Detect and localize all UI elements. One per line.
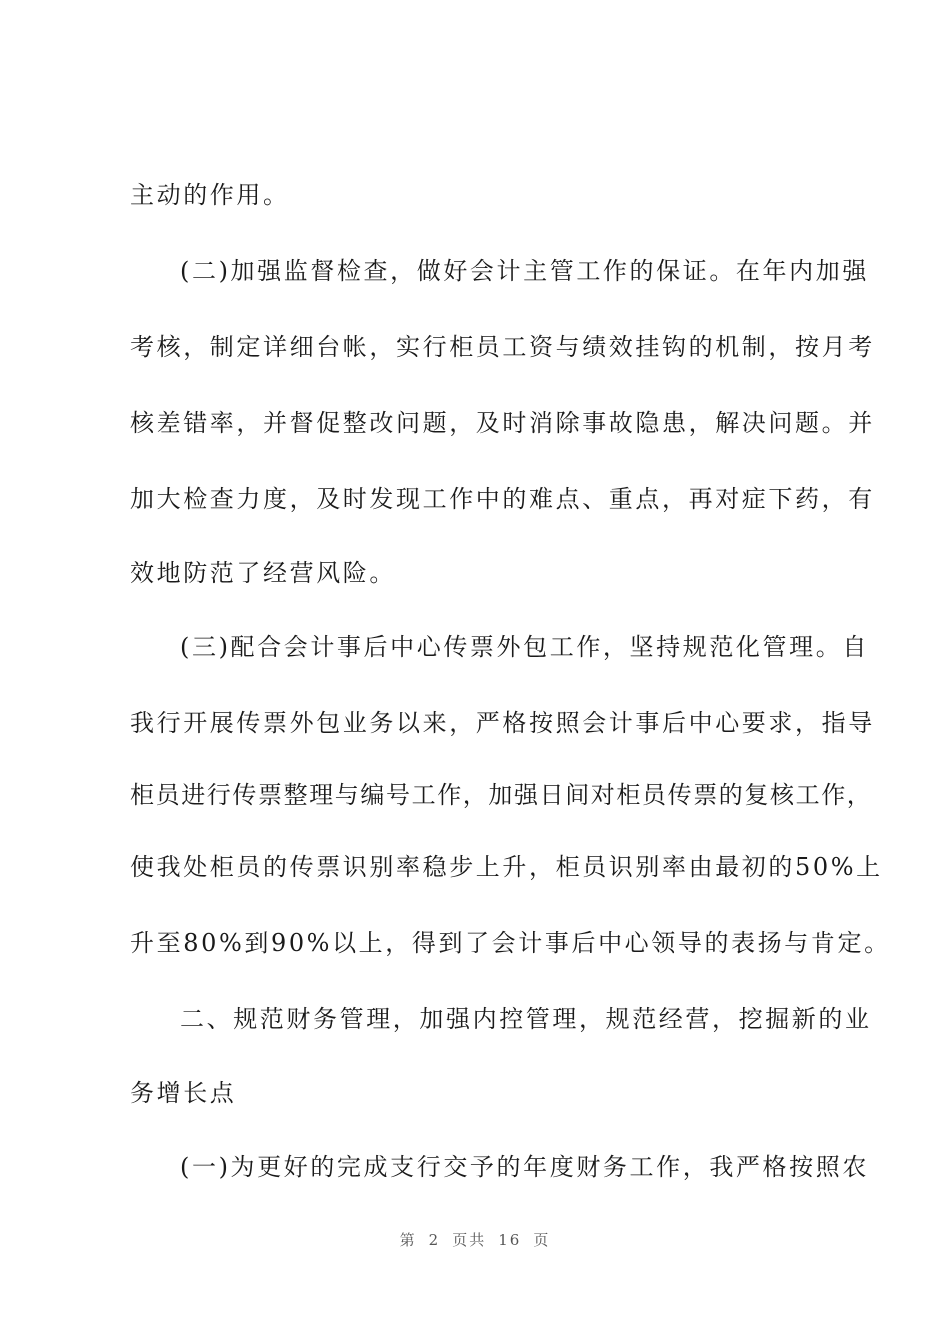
footer-total-pages: 16 — [498, 1231, 522, 1249]
text-line: 柜员进行传票整理与编号工作，加强日间对柜员传票的复核工作， — [130, 781, 873, 809]
text-line: 核差错率，并督促整改问题，及时消除事故隐患，解决问题。并 — [130, 409, 875, 437]
text-line: (三)配合会计事后中心传票外包工作，坚持规范化管理。自 — [180, 633, 869, 661]
text-line: 加大检查力度，及时发现工作中的难点、重点，再对症下药，有 — [130, 485, 875, 513]
section-heading-continued: 务增长点 — [130, 1079, 237, 1107]
text-line: 考核，制定详细台帐，实行柜员工资与绩效挂钩的机制，按月考 — [130, 333, 875, 361]
page-number-footer — [0, 1229, 950, 1250]
section-heading: 二、规范财务管理，加强内控管理，规范经营，挖掘新的业 — [180, 1005, 872, 1033]
text-line: (一)为更好的完成支行交予的年度财务工作，我严格按照农 — [180, 1153, 869, 1181]
text-line: 使我处柜员的传票识别率稳步上升，柜员识别率由最初的50%上 — [130, 853, 883, 881]
footer-current-page: 2 — [428, 1231, 441, 1249]
footer-prefix: 第 — [399, 1231, 417, 1249]
text-line: 效地防范了经营风险。 — [130, 559, 396, 587]
footer-middle: 页共 — [452, 1231, 487, 1249]
footer-suffix: 页 — [533, 1231, 551, 1249]
text-line: 升至80%到90%以上，得到了会计事后中心领导的表扬与肯定。 — [130, 929, 891, 957]
text-line: 我行开展传票外包业务以来，严格按照会计事后中心要求，指导 — [130, 709, 875, 737]
text-line: (二)加强监督检查，做好会计主管工作的保证。在年内加强 — [180, 257, 869, 285]
text-line: 主动的作用。 — [130, 181, 290, 209]
